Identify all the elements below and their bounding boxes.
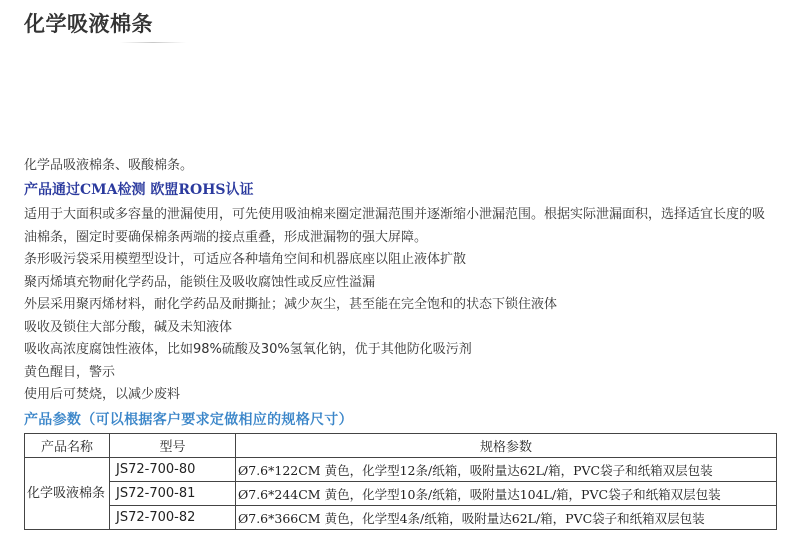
- description-paragraph: 适用于大面积或多容量的泄漏使用，可先使用吸油棉来圈定泄漏范围并逐渐缩小泄漏范围。根据实际泄漏面积，选择适宜长度的吸油棉条，圈定时要确保棉条两端的接点重叠，形成泄漏物的强大屏障。: [24, 207, 766, 245]
- model-cell: JS72-700-81: [110, 482, 236, 506]
- description-block: [24, 204, 776, 407]
- spec-cell: Ø7.6*244CM 黄色，化学型10条/纸箱，吸附量达104L/箱，PVC袋子和纸箱双层包装: [236, 482, 777, 506]
- table-row: [25, 458, 777, 482]
- model-cell: JS72-700-82: [110, 506, 236, 530]
- feature-line: 条形吸污袋采用模塑型设计，可适应各种墙角空间和机器底座以阻止液体扩散: [24, 252, 467, 267]
- feature-line: 吸收高浓度腐蚀性液体，比如98%硫酸及30%氢氧化钠，优于其他防化吸污剂: [24, 342, 472, 357]
- feature-line: 吸收及锁住大部分酸，碱及未知液体: [24, 319, 233, 335]
- feature-line: 黄色醒目，警示: [24, 364, 116, 380]
- page-title: 化学吸液棉条: [24, 12, 153, 36]
- feature-line: 聚丙烯填充物耐化学药品，能锁住及吸收腐蚀性或反应性溢漏: [24, 274, 376, 290]
- header-model: 型号: [110, 434, 236, 458]
- intro-text: 化学品吸液棉条、吸酸棉条。: [24, 158, 194, 173]
- spec-cell: Ø7.6*366CM 黄色，化学型4条/纸箱，吸附量达62L/箱，PVC袋子和纸箱双层包装: [236, 506, 777, 530]
- title-divider: [120, 42, 186, 43]
- feature-line: 外层采用聚丙烯材料，耐化学药品及耐撕扯；减少灰尘，甚至能在完全饱和的状态下锁住液体: [24, 297, 558, 312]
- product-name-cell: 化学吸液棉条: [25, 458, 110, 530]
- certification-text: 产品通过CMA检测 欧盟ROHS认证: [24, 182, 254, 198]
- spec-table: [24, 433, 777, 530]
- model-cell: JS72-700-80: [110, 458, 236, 482]
- table-header-row: [25, 434, 777, 458]
- params-heading: 产品参数（可以根据客户要求定做相应的规格尺寸）: [24, 412, 353, 428]
- table-row: [25, 506, 777, 530]
- header-product-name: 产品名称: [25, 434, 110, 458]
- spec-cell: Ø7.6*122CM 黄色，化学型12条/纸箱，吸附量达62L/箱，PVC袋子和纸箱双层包装: [236, 458, 777, 482]
- feature-line: 使用后可焚烧，以减少废料: [24, 387, 181, 402]
- header-spec: 规格参数: [236, 434, 777, 458]
- table-row: [25, 482, 777, 506]
